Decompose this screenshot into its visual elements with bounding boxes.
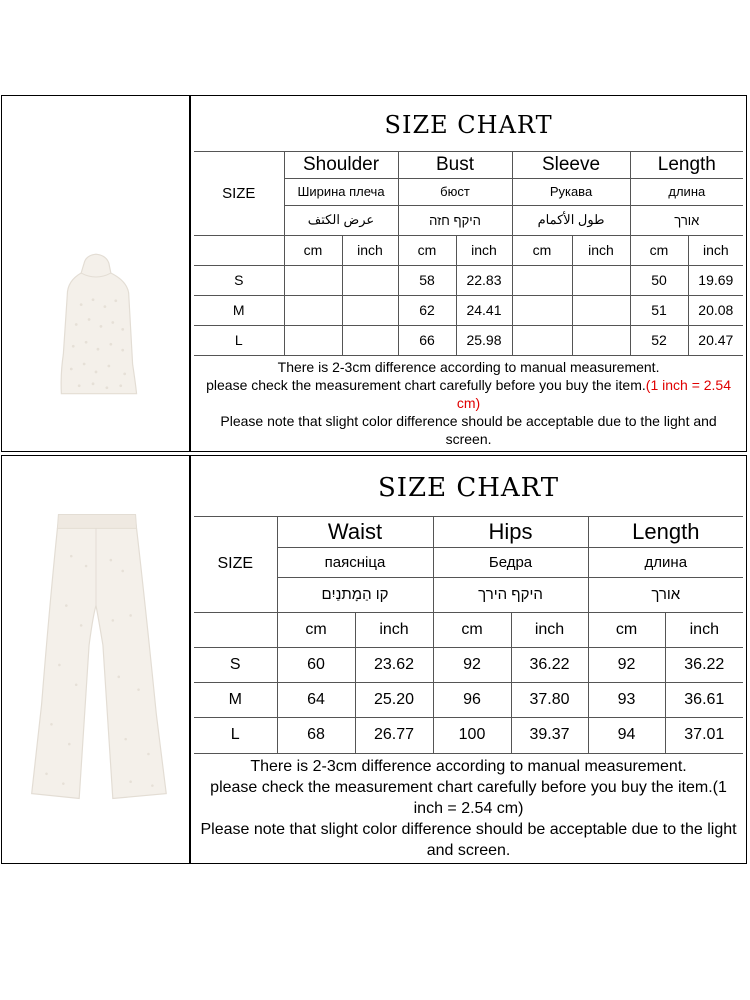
sleeve-cm-cell xyxy=(512,325,572,355)
size-header: SIZE xyxy=(194,516,277,612)
unit-inch: inch xyxy=(355,612,433,647)
unit-blank xyxy=(194,235,284,265)
unit-cm: cm xyxy=(630,235,688,265)
halter-top-image xyxy=(2,96,189,451)
sleeve-inch-cell xyxy=(572,325,630,355)
size-cell: S xyxy=(194,265,284,295)
measurement-note xyxy=(194,355,743,450)
col-bust-ru: бюст xyxy=(398,178,512,205)
size-cell: S xyxy=(194,647,277,682)
sleeve-inch-cell xyxy=(572,295,630,325)
top-garment-image-panel xyxy=(1,95,190,452)
col-bust-en: Bust xyxy=(398,151,512,178)
col-length-ru: длина xyxy=(630,178,743,205)
length-cm-cell: 52 xyxy=(630,325,688,355)
col-sleeve-he: طول الأكمام xyxy=(512,205,630,235)
size-header: SIZE xyxy=(194,151,284,235)
col-sleeve-ru: Рукава xyxy=(512,178,630,205)
unit-inch: inch xyxy=(572,235,630,265)
table-row xyxy=(194,682,743,717)
col-waist-ru: паясніца xyxy=(277,547,433,577)
length-inch-cell: 37.01 xyxy=(665,717,743,753)
top-size-chart-table xyxy=(194,100,743,450)
note-line-2-text: please check the measurement chart carefully before you buy the item. xyxy=(206,376,646,393)
length-cm-cell: 50 xyxy=(630,265,688,295)
col-bust-he: היקף חזה xyxy=(398,205,512,235)
unit-blank xyxy=(194,612,277,647)
note-line-2 xyxy=(198,376,739,412)
shoulder-cm-cell xyxy=(284,295,342,325)
unit-cm: cm xyxy=(398,235,456,265)
sleeve-cm-cell xyxy=(512,295,572,325)
table-row xyxy=(194,717,743,753)
col-shoulder-en: Shoulder xyxy=(284,151,398,178)
length-inch-cell: 20.08 xyxy=(688,295,743,325)
unit-cm: cm xyxy=(284,235,342,265)
col-shoulder-ru: Ширина плеча xyxy=(284,178,398,205)
unit-cm: cm xyxy=(512,235,572,265)
table-row xyxy=(194,325,743,355)
halter-top-illustration xyxy=(61,254,136,394)
length-inch-cell: 36.61 xyxy=(665,682,743,717)
col-waist-en: Waist xyxy=(277,516,433,547)
unit-cm: cm xyxy=(433,612,511,647)
waist-inch-cell: 23.62 xyxy=(355,647,433,682)
note-line-2: please check the measurement chart carefully before you buy the item.(1 inch = 2.54 cm) xyxy=(210,778,727,817)
length-inch-cell: 36.22 xyxy=(665,647,743,682)
waist-inch-cell: 26.77 xyxy=(355,717,433,753)
col-length-he: אורך xyxy=(588,577,743,612)
col-length-en: Length xyxy=(630,151,743,178)
pants-size-chart-panel xyxy=(190,455,747,864)
size-cell: L xyxy=(194,717,277,753)
pants-image-panel xyxy=(1,455,190,864)
bust-cm-cell: 58 xyxy=(398,265,456,295)
hips-inch-cell: 36.22 xyxy=(511,647,588,682)
hips-inch-cell: 39.37 xyxy=(511,717,588,753)
note-line-1: There is 2-3cm difference according to manual measurement. xyxy=(250,757,687,775)
hips-cm-cell: 100 xyxy=(433,717,511,753)
unit-cm: cm xyxy=(277,612,355,647)
length-inch-cell: 20.47 xyxy=(688,325,743,355)
waist-cm-cell: 68 xyxy=(277,717,355,753)
waist-inch-cell: 25.20 xyxy=(355,682,433,717)
note-line-3: Please note that slight color difference should be acceptable due to the light and screen. xyxy=(220,412,717,447)
col-hips-he: היקף הירך xyxy=(433,577,588,612)
bust-inch-cell: 25.98 xyxy=(456,325,512,355)
size-cell: L xyxy=(194,325,284,355)
bust-cm-cell: 62 xyxy=(398,295,456,325)
unit-inch: inch xyxy=(511,612,588,647)
unit-cm: cm xyxy=(588,612,665,647)
shoulder-cm-cell xyxy=(284,325,342,355)
shoulder-inch-cell xyxy=(342,325,398,355)
pants-size-chart-table xyxy=(194,460,743,863)
col-hips-en: Hips xyxy=(433,516,588,547)
waist-cm-cell: 64 xyxy=(277,682,355,717)
bust-inch-cell: 24.41 xyxy=(456,295,512,325)
length-cm-cell: 94 xyxy=(588,717,665,753)
unit-inch: inch xyxy=(665,612,743,647)
hips-cm-cell: 96 xyxy=(433,682,511,717)
col-length-en: Length xyxy=(588,516,743,547)
table-row xyxy=(194,647,743,682)
wide-leg-pants-illustration xyxy=(32,515,167,799)
col-hips-ru: Бедра xyxy=(433,547,588,577)
shoulder-inch-cell xyxy=(342,265,398,295)
waist-cm-cell: 60 xyxy=(277,647,355,682)
note-line-1: There is 2-3cm difference according to manual measurement. xyxy=(277,358,660,375)
top-size-chart-panel xyxy=(190,95,747,452)
unit-inch: inch xyxy=(456,235,512,265)
sleeve-cm-cell xyxy=(512,265,572,295)
measurement-note xyxy=(194,753,743,863)
pants-image xyxy=(2,456,189,863)
bust-cm-cell: 66 xyxy=(398,325,456,355)
sleeve-inch-cell xyxy=(572,265,630,295)
length-cm-cell: 93 xyxy=(588,682,665,717)
inch-conversion-note: (1 inch = 2.54 cm) xyxy=(456,376,732,411)
length-cm-cell: 51 xyxy=(630,295,688,325)
chart-title: SIZE CHART xyxy=(194,100,743,151)
chart-title: SIZE CHART xyxy=(194,460,743,516)
table-row xyxy=(194,265,743,295)
note-line-3: Please note that slight color difference should be acceptable due to the light and screen. xyxy=(200,820,737,859)
col-length-he: אורך xyxy=(630,205,743,235)
shoulder-inch-cell xyxy=(342,295,398,325)
size-cell: M xyxy=(194,295,284,325)
col-length-ru: длина xyxy=(588,547,743,577)
shoulder-cm-cell xyxy=(284,265,342,295)
col-waist-he: קו הַמָתנַיִם xyxy=(277,577,433,612)
col-shoulder-he: عرض الكتف xyxy=(284,205,398,235)
length-inch-cell: 19.69 xyxy=(688,265,743,295)
unit-inch: inch xyxy=(342,235,398,265)
size-cell: M xyxy=(194,682,277,717)
hips-cm-cell: 92 xyxy=(433,647,511,682)
unit-inch: inch xyxy=(688,235,743,265)
col-sleeve-en: Sleeve xyxy=(512,151,630,178)
table-row xyxy=(194,295,743,325)
bust-inch-cell: 22.83 xyxy=(456,265,512,295)
length-cm-cell: 92 xyxy=(588,647,665,682)
hips-inch-cell: 37.80 xyxy=(511,682,588,717)
